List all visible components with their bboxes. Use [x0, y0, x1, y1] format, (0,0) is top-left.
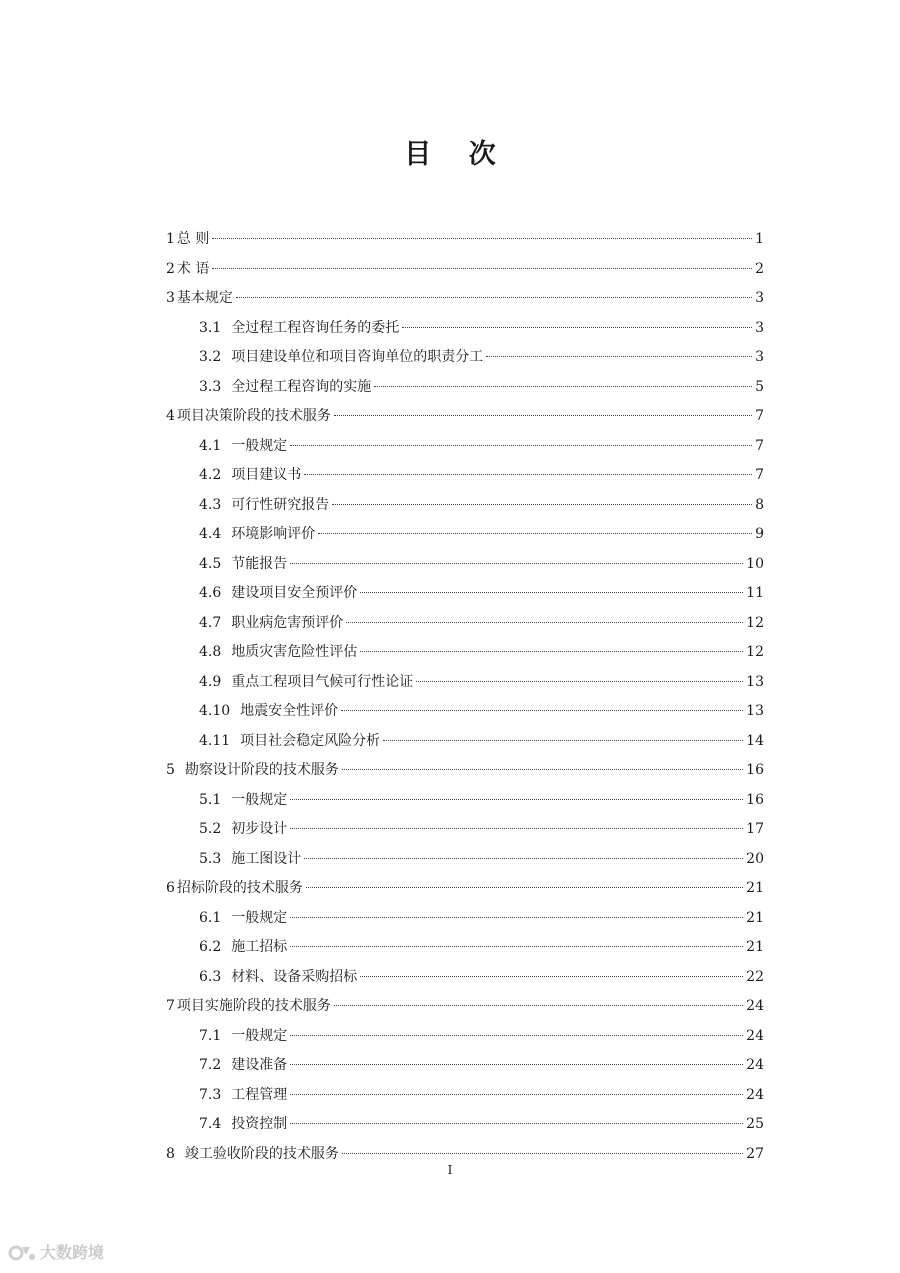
page-number: I — [447, 1163, 453, 1177]
toc-leader-dots — [318, 533, 752, 534]
toc-entry-number: 4.6 — [199, 585, 222, 601]
toc-entry-title: 竣工验收阶段的技术服务 — [184, 1145, 339, 1162]
toc-entry-title: 投资控制 — [231, 1116, 288, 1132]
toc-entry-page: 12 — [746, 614, 764, 631]
toc-entry-number: 6 — [166, 880, 175, 896]
toc-entry-number: 8 — [166, 1145, 175, 1162]
toc-chapter-entry — [166, 284, 764, 314]
toc-entry-title: 节能报告 — [231, 555, 288, 572]
toc-entry-page: 20 — [746, 850, 764, 867]
toc-entry-number: 6.2 — [199, 939, 222, 955]
toc-entry-number: 3.3 — [199, 378, 222, 395]
toc-entry-title: 一般规定 — [231, 791, 288, 808]
toc-leader-dots — [290, 917, 743, 918]
toc-entry-page: 3 — [755, 319, 764, 336]
toc-section-entry — [166, 343, 764, 373]
toc-entry-title: 施工图设计 — [231, 850, 302, 867]
toc-entry-number: 4.11 — [199, 732, 231, 749]
toc-entry-number: 7.1 — [199, 1027, 222, 1044]
toc-leader-dots — [290, 563, 743, 564]
toc-entry-number: 3.2 — [199, 349, 222, 365]
toc-section-entry — [166, 638, 764, 668]
toc-entry-number: 4.2 — [199, 467, 222, 483]
toc-leader-dots — [236, 297, 752, 298]
toc-section-entry — [166, 550, 764, 580]
toc-entry-title: 项目建设单位和项目咨询单位的职责分工 — [231, 349, 484, 365]
toc-entry-title: 全过程工程咨询任务的委托 — [231, 319, 400, 336]
toc-entry-page: 21 — [746, 909, 764, 926]
table-of-contents — [166, 225, 764, 1169]
toc-entry-page: 9 — [755, 526, 764, 542]
toc-entry-title: 总 则 — [176, 231, 210, 247]
toc-entry-title: 项目决策阶段的技术服务 — [176, 408, 331, 424]
toc-section-entry — [166, 845, 764, 875]
toc-entry-number: 2 — [166, 260, 175, 277]
toc-section-entry — [166, 786, 764, 816]
toc-leader-dots — [304, 474, 752, 475]
toc-leader-dots — [342, 1153, 743, 1154]
toc-entry-title: 建设准备 — [231, 1057, 288, 1073]
toc-entry-number: 3 — [166, 290, 175, 306]
toc-entry-number: 4.9 — [199, 673, 222, 690]
watermark-logo-icon — [8, 1241, 36, 1263]
toc-entry-page: 7 — [755, 437, 764, 454]
toc-entry-title: 项目社会稳定风险分析 — [240, 732, 381, 749]
toc-chapter-entry — [166, 255, 764, 285]
toc-chapter-entry — [166, 756, 764, 786]
toc-leader-dots — [360, 651, 743, 652]
toc-entry-number: 5 — [166, 762, 175, 778]
toc-section-entry — [166, 815, 764, 845]
toc-leader-dots — [332, 504, 752, 505]
toc-leader-dots — [290, 1123, 743, 1124]
toc-entry-number: 6.1 — [199, 909, 222, 926]
toc-section-entry — [166, 697, 764, 727]
toc-entry-page: 21 — [746, 880, 764, 896]
toc-entry-page: 7 — [755, 408, 764, 424]
toc-leader-dots — [290, 799, 743, 800]
toc-entry-number: 7.2 — [199, 1057, 222, 1073]
toc-section-entry — [166, 668, 764, 698]
toc-section-entry — [166, 609, 764, 639]
toc-leader-dots — [290, 1094, 743, 1095]
toc-entry-page: 24 — [746, 1057, 764, 1073]
toc-entry-title: 全过程工程咨询的实施 — [231, 378, 372, 395]
toc-entry-page: 13 — [746, 703, 764, 719]
toc-section-entry — [166, 314, 764, 344]
toc-leader-dots — [486, 356, 752, 357]
toc-leader-dots — [212, 268, 752, 269]
toc-leader-dots — [212, 238, 752, 239]
toc-leader-dots — [306, 887, 743, 888]
watermark — [8, 1240, 104, 1263]
toc-section-entry — [166, 491, 764, 521]
toc-entry-page: 11 — [746, 585, 764, 601]
toc-entry-page: 17 — [746, 821, 764, 837]
toc-entry-page: 1 — [755, 231, 764, 247]
toc-entry-page: 25 — [746, 1116, 764, 1132]
toc-entry-page: 8 — [755, 496, 764, 513]
toc-entry-page: 16 — [746, 762, 764, 778]
toc-leader-dots — [346, 622, 743, 623]
toc-entry-page: 16 — [746, 791, 764, 808]
page-title: 目 次 — [404, 139, 510, 170]
toc-leader-dots — [290, 445, 752, 446]
toc-section-entry — [166, 1022, 764, 1052]
toc-entry-number: 5.1 — [199, 791, 222, 808]
toc-chapter-entry — [166, 225, 764, 255]
toc-leader-dots — [334, 1005, 743, 1006]
toc-leader-dots — [341, 710, 743, 711]
toc-section-entry — [166, 727, 764, 757]
toc-section-entry — [166, 579, 764, 609]
toc-section-entry — [166, 373, 764, 403]
toc-section-entry — [166, 520, 764, 550]
toc-entry-page: 27 — [746, 1145, 764, 1162]
toc-section-entry — [166, 461, 764, 491]
toc-entry-page: 3 — [755, 290, 764, 306]
toc-entry-page: 5 — [755, 378, 764, 395]
toc-entry-number: 6.3 — [199, 968, 222, 985]
toc-entry-number: 4.10 — [199, 703, 231, 719]
toc-entry-number: 4 — [166, 408, 175, 424]
toc-leader-dots — [304, 858, 743, 859]
toc-entry-title: 一般规定 — [231, 1027, 288, 1044]
toc-entry-title: 地震安全性评价 — [240, 703, 339, 719]
toc-entry-page: 12 — [746, 644, 764, 660]
toc-entry-title: 地质灾害危险性评估 — [231, 644, 358, 660]
toc-entry-page: 24 — [746, 1027, 764, 1044]
toc-entry-number: 3.1 — [199, 319, 222, 336]
toc-entry-page: 7 — [755, 467, 764, 483]
toc-leader-dots — [383, 740, 743, 741]
toc-chapter-entry — [166, 992, 764, 1022]
toc-leader-dots — [374, 386, 752, 387]
toc-entry-page: 14 — [746, 732, 764, 749]
toc-entry-page: 2 — [755, 260, 764, 277]
toc-section-entry — [166, 904, 764, 934]
toc-entry-title: 职业病危害预评价 — [231, 614, 344, 631]
toc-leader-dots — [334, 415, 752, 416]
toc-entry-number: 5.3 — [199, 850, 222, 867]
toc-section-entry — [166, 1051, 764, 1081]
toc-entry-title: 工程管理 — [231, 1086, 288, 1103]
toc-entry-title: 可行性研究报告 — [231, 496, 330, 513]
toc-entry-number: 4.5 — [199, 555, 222, 572]
toc-section-entry — [166, 1081, 764, 1111]
toc-entry-page: 24 — [746, 998, 764, 1014]
toc-entry-title: 项目实施阶段的技术服务 — [176, 998, 331, 1014]
toc-entry-page: 24 — [746, 1086, 764, 1103]
toc-entry-title: 环境影响评价 — [231, 526, 316, 542]
toc-leader-dots — [360, 976, 743, 977]
toc-entry-title: 项目建议书 — [231, 467, 302, 483]
toc-entry-title: 基本规定 — [176, 290, 233, 306]
toc-entry-page: 3 — [755, 349, 764, 365]
toc-leader-dots — [342, 769, 743, 770]
toc-leader-dots — [360, 592, 743, 593]
toc-leader-dots — [416, 681, 743, 682]
toc-leader-dots — [290, 946, 743, 947]
toc-leader-dots — [402, 327, 752, 328]
toc-entry-number: 7 — [166, 998, 175, 1014]
toc-entry-title: 一般规定 — [231, 437, 288, 454]
toc-section-entry — [166, 432, 764, 462]
toc-entry-number: 4.1 — [199, 437, 222, 454]
toc-section-entry — [166, 1110, 764, 1140]
toc-chapter-entry — [166, 402, 764, 432]
toc-entry-number: 1 — [166, 231, 175, 247]
toc-entry-page: 22 — [746, 968, 764, 985]
toc-entry-number: 7.4 — [199, 1116, 222, 1132]
toc-entry-number: 7.3 — [199, 1086, 222, 1103]
toc-entry-title: 术 语 — [176, 260, 210, 277]
toc-entry-page: 21 — [746, 939, 764, 955]
toc-entry-number: 4.4 — [199, 526, 222, 542]
toc-entry-title: 勘察设计阶段的技术服务 — [184, 762, 339, 778]
toc-section-entry — [166, 933, 764, 963]
toc-entry-number: 4.8 — [199, 644, 222, 660]
toc-entry-title: 材料、设备采购招标 — [231, 968, 358, 985]
toc-entry-title: 施工招标 — [231, 939, 288, 955]
toc-entry-number: 5.2 — [199, 821, 222, 837]
toc-leader-dots — [290, 1064, 743, 1065]
toc-leader-dots — [290, 1035, 743, 1036]
toc-entry-number: 4.3 — [199, 496, 222, 513]
toc-section-entry — [166, 963, 764, 993]
toc-entry-page: 10 — [746, 555, 764, 572]
toc-entry-title: 重点工程项目气候可行性论证 — [231, 673, 414, 690]
toc-entry-title: 招标阶段的技术服务 — [176, 880, 303, 896]
toc-entry-title: 建设项目安全预评价 — [231, 585, 358, 601]
toc-entry-title: 初步设计 — [231, 821, 288, 837]
toc-chapter-entry — [166, 874, 764, 904]
toc-entry-page: 13 — [746, 673, 764, 690]
watermark-text: 大数跨境 — [40, 1243, 105, 1262]
toc-leader-dots — [290, 828, 743, 829]
toc-entry-number: 4.7 — [199, 614, 222, 631]
toc-entry-title: 一般规定 — [231, 909, 288, 926]
